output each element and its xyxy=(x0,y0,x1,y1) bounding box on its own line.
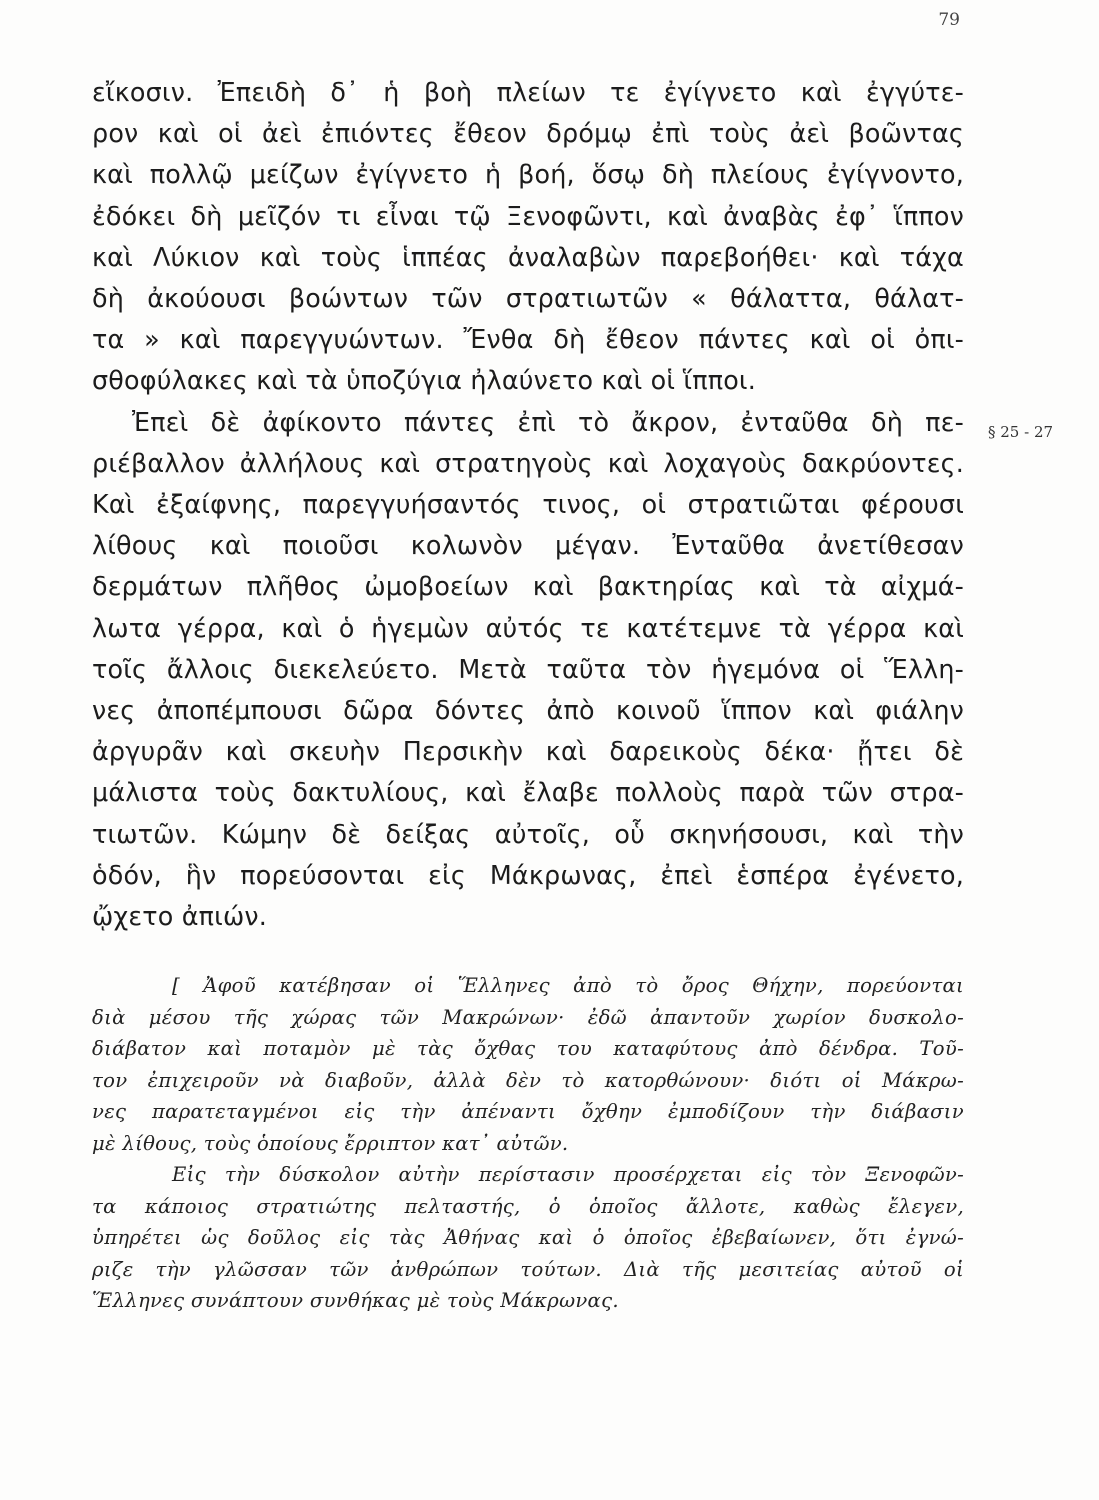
text-line: δερμάτων πλῆθος ὠμοβοείων καὶ βακτηρίας καὶ τὰ αἰχμά- xyxy=(92,571,964,602)
text-line: Ἐπεὶ δὲ ἀφίκοντο πάντες ἐπὶ τὸ ἄκρον, ἐνταῦθα δὴ πε- xyxy=(132,406,964,437)
text-line: τοῖς ἄλλοις διεκελεύετο. Μετὰ ταῦτα τὸν ἡγεμόνα οἱ Ἕλλη- xyxy=(92,653,964,684)
text-line: τα » καὶ παρεγγυώντων. Ἔνθα δὴ ἔθεον πάντες καὶ οἱ ὀπι- xyxy=(92,324,964,355)
page-number: 79 xyxy=(938,10,960,30)
summary-line: διάβατον καὶ ποταμὸν μὲ τὰς ὄχθας του καταφύτους ἀπὸ δένδρα. Τοῦ- xyxy=(92,1037,964,1060)
text-line: σθοφύλακες καὶ τὰ ὑποζύγια ἠλαύνετο καὶ οἱ ἵπποι. xyxy=(92,365,756,396)
summary-line: Εἰς τὴν δύσκολον αὐτὴν περίστασιν προσέρχεται εἰς τὸν Ξενοφῶν- xyxy=(172,1163,964,1186)
summary-italic-text xyxy=(92,970,964,1317)
text-line: καὶ πολλῷ μείζων ἐγίγνετο ἡ βοή, ὅσῳ δὴ πλείους ἐγίγνοντο, xyxy=(92,159,964,190)
summary-line: νες παρατεταγμένοι εἰς τὴν ἀπέναντι ὄχθην ἐμποδίζουν τὴν διάβασιν xyxy=(92,1100,964,1123)
main-greek-text xyxy=(92,72,964,937)
summary-line: τον ἐπιχειροῦν νὰ διαβοῦν, ἀλλὰ δὲν τὸ κατορθώνουν· διότι οἱ Μάκρω- xyxy=(92,1068,964,1092)
section-reference: § 25 - 27 xyxy=(988,423,1054,441)
text-line: μάλιστα τοὺς δακτυλίους, καὶ ἔλαβε πολλοὺς παρὰ τῶν στρα- xyxy=(92,777,964,808)
text-line: Καὶ ἐξαίφνης, παρεγγυήσαντός τινος, οἱ στρατιῶται φέρουσι xyxy=(92,489,964,520)
text-line: ριέβαλλον ἀλλήλους καὶ στρατηγοὺς καὶ λοχαγοὺς δακρύοντες. xyxy=(92,447,964,478)
text-line: καὶ Λύκιον καὶ τοὺς ἱππέας ἀναλαβὼν παρεβοήθει· καὶ τάχα xyxy=(92,241,964,272)
text-line: εἴκοσιν. Ἐπειδὴ δ᾽ ἡ βοὴ πλείων τε ἐγίγνετο καὶ ἐγγύτε- xyxy=(92,77,964,107)
text-line: νες ἀποπέμπουσι δῶρα δόντες ἀπὸ κοινοῦ ἵππον καὶ φιάλην xyxy=(92,695,964,726)
summary-line: ὑπηρέτει ὡς δοῦλος εἰς τὰς Ἀθήνας καὶ ὁ ὁποῖος ἐβεβαίωνεν, ὅτι ἐγνώ- xyxy=(92,1226,964,1249)
text-line: λίθους καὶ ποιοῦσι κολωνὸν μέγαν. Ἐνταῦθα ἀνετίθεσαν xyxy=(92,530,964,561)
summary-line: μὲ λίθους, τοὺς ὁποίους ἔρριπτον κατ᾽ αὐτῶν. xyxy=(92,1131,569,1155)
text-line: τιωτῶν. Κώμην δὲ δείξας αὐτοῖς, οὗ σκηνήσουσι, καὶ τὴν xyxy=(92,818,964,849)
text-line: ἀργυρᾶν καὶ σκευὴν Περσικὴν καὶ δαρεικοὺς δέκα· ᾔτει δὲ xyxy=(92,736,964,767)
text-line: δὴ ἀκούουσι βοώντων τῶν στρατιωτῶν « θάλαττα, θάλατ- xyxy=(92,283,964,314)
summary-line: διὰ μέσου τῆς χώρας τῶν Μακρώνων· ἐδῶ ἀπαντοῦν χωρίον δυσκολο- xyxy=(92,1005,964,1029)
summary-line: τα κάποιος στρατιώτης πελταστής, ὁ ὁποῖος ἄλλοτε, καθὼς ἔλεγεν, xyxy=(92,1194,964,1218)
text-line: ρον καὶ οἱ ἀεὶ ἐπιόντες ἔθεον δρόμῳ ἐπὶ τοὺς ἀεὶ βοῶντας xyxy=(92,118,964,149)
summary-line: [ Ἀφοῦ κατέβησαν οἱ Ἕλληνες ἀπὸ τὸ ὄρος Θήχην, πορεύονται xyxy=(172,974,964,997)
text-line: ὁδόν, ἣν πορεύσονται εἰς Μάκρωνας, ἐπεὶ ἑσπέρα ἐγένετο, xyxy=(92,859,964,890)
summary-line: ριζε τὴν γλῶσσαν τῶν ἀνθρώπων τούτων. Διὰ τῆς μεσιτείας αὐτοῦ οἱ xyxy=(92,1257,964,1281)
text-line: λωτα γέρρα, καὶ ὁ ἡγεμὼν αὐτός τε κατέτεμνε τὰ γέρρα καὶ xyxy=(92,612,964,643)
text-line: ἐδόκει δὴ μεῖζόν τι εἶναι τῷ Ξενοφῶντι, καὶ ἀναβὰς ἐφ᾽ ἵππον xyxy=(92,200,964,231)
text-line: ᾤχετο ἀπιών. xyxy=(92,901,268,932)
summary-line: Ἕλληνες συνάπτουν συνθήκας μὲ τοὺς Μάκρωνας. xyxy=(92,1289,619,1312)
